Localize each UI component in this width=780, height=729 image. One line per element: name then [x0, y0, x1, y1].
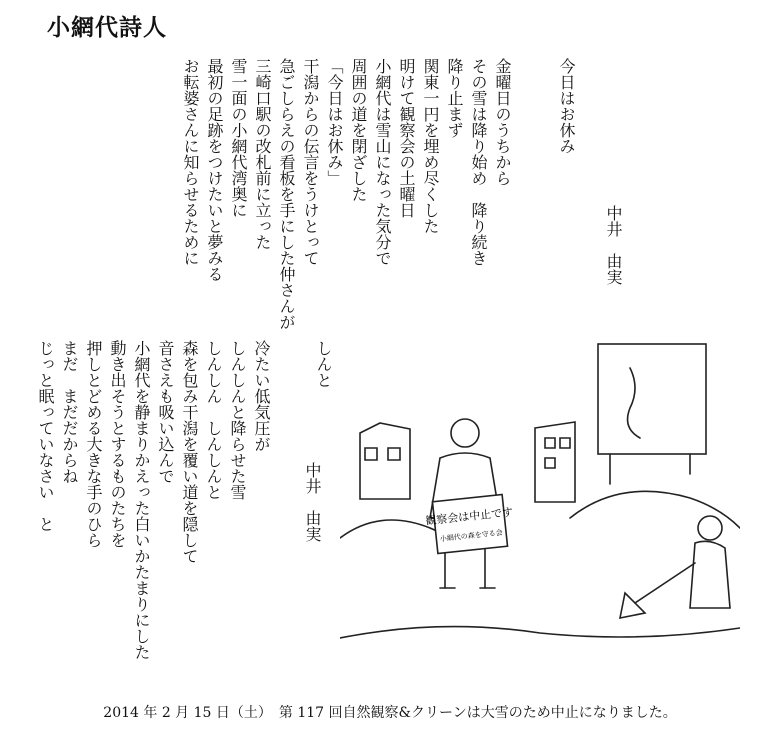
poem-line: その雪は降り始め 降り続き [469, 58, 488, 266]
poem-line: 小網代は雪山になった気分で [373, 58, 392, 266]
poem-line: 急ごしらえの看板を手にした仲さんが [277, 58, 296, 330]
poem-1-author: 中井 由実 [604, 205, 623, 285]
poem-line: 周囲の道を閉ざした [349, 58, 368, 202]
poem-1-title: 今日はお休み [557, 58, 576, 154]
cancellation-sign [425, 494, 514, 553]
poem-2-title: しんと [314, 340, 333, 388]
sign-subtext: 小網代の森を守る会 [439, 528, 503, 544]
poem-line: お転婆さんに知らせるために [181, 58, 200, 266]
snow-sketch-illustration [340, 338, 740, 658]
poem-line: しんしんと降らせた雪 [228, 340, 247, 500]
caption: 2014 年 2 月 15 日（土） 第 117 回自然観察&クリーンは大雪のため中止になりました。 [103, 705, 677, 721]
poem-line: 小網代を静まりかえった白いかたまりにした [132, 340, 151, 660]
page-title: 小網代詩人 [47, 15, 167, 41]
poem-line: 冷たい低気圧が [252, 340, 271, 452]
poem-line: 音さえも吸い込んで [156, 340, 175, 484]
poem-1 [178, 58, 578, 358]
poem-line: 雪一面の小網代湾奥に [229, 58, 248, 218]
poem-line: 森を包み干潟を覆い道を隠して [180, 340, 199, 564]
poem-line: じっと眠っていなさい と [36, 340, 55, 532]
poem-line: しんしん しんしんと [204, 340, 223, 500]
poem-line: 降り止まず [445, 58, 464, 138]
sign-text: 観察会は中止です [424, 505, 514, 528]
poem-line: 動き出そうとするものたちを [108, 340, 127, 548]
poem-line: 関東一円を埋め尽くした [421, 58, 440, 234]
poem-2 [33, 340, 335, 660]
poem-line: 三崎口駅の改札前に立った [253, 58, 272, 250]
poem-line: 「今日はお休み」 [325, 58, 344, 186]
poem-line: 押しとどめる大きな手のひら [84, 340, 103, 548]
poem-line: まだ まだだからね [60, 340, 79, 484]
poem-2-author: 中井 由実 [303, 462, 322, 542]
poem-line: 明けて観察会の土曜日 [397, 58, 416, 218]
poem-line: 最初の足跡をつけたいと夢みる [205, 58, 224, 282]
poem-line: 干潟からの伝言をうけとって [301, 58, 320, 266]
poem-line: 金曜日のうちから [493, 58, 512, 186]
